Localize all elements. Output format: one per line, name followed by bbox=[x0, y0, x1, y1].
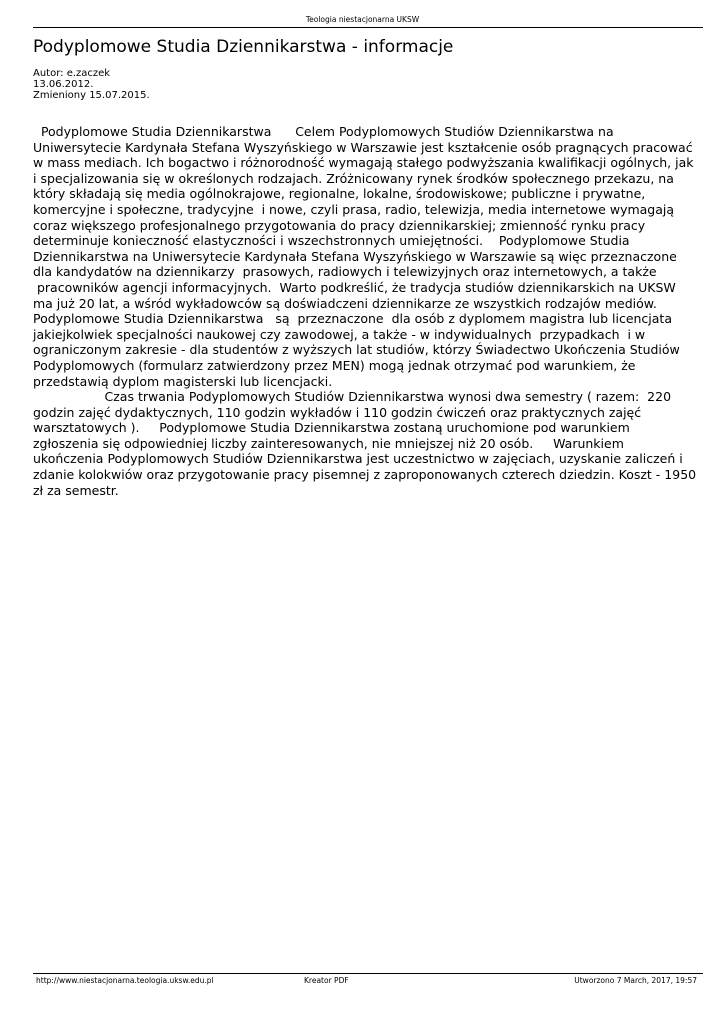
body-line: który składają się media ogólnokrajowe, regionalne, lokalne, środowiskowe; publiczne i prywatne, bbox=[33, 186, 646, 202]
document-meta bbox=[33, 68, 150, 101]
body-line: przedstawią dyplom magisterski lub licencjacki. bbox=[33, 373, 333, 389]
body-line: zł za semestr. bbox=[33, 482, 119, 498]
footer-url-link[interactable]: http://www.niestacjonarna.teologia.uksw.edu.pl bbox=[36, 976, 214, 985]
author-line: Autor: e.zaczek bbox=[33, 68, 111, 79]
document-title: Podyplomowe Studia Dziennikarstwa - informacje bbox=[33, 37, 454, 57]
footer-divider bbox=[33, 973, 703, 974]
header-divider bbox=[33, 27, 703, 28]
body-line: Podyplomowe Studia Dziennikarstwa Celem Podyplomowych Studiów Dziennikarstwa na bbox=[33, 124, 614, 139]
body-line: Czas trwania Podyplomowych Studiów Dziennikarstwa wynosi dwa semestry ( razem: 220 bbox=[33, 389, 672, 405]
body-line: zdanie kolokwiów oraz przygotowanie pracy pisemnej z zaproponowanych czterech dziedzin. Koszt - 1950 bbox=[33, 467, 697, 483]
article-body bbox=[33, 124, 705, 498]
body-line: Podyplomowe Studia Dziennikarstwa są przeznaczone dla osób z dyplomem magistra lub licencjata bbox=[33, 311, 672, 327]
body-line: determinuje konieczność elastyczności i wszechstronnych umiejętności. Podyplomowe Studia bbox=[33, 233, 630, 249]
footer-created-timestamp: Utworzono 7 March, 2017, 19:57 bbox=[574, 976, 697, 985]
body-line: w mass mediach. Ich bogactwo i różnorodność wymagają stałego podwyższania kwalifikacji ogólnych, jak bbox=[33, 155, 694, 171]
body-line: ma już 20 lat, a wśród wykładowców są doświadczeni dziennikarze ze wszystkich rodzajów mediów. bbox=[33, 295, 657, 311]
body-line: Dziennikarstwa na Uniwersytecie Kardynała Stefana Wyszyńskiego w Warszawie są więc przeznaczone bbox=[33, 248, 677, 264]
body-line: jakiejkolwiek specjalności naukowej czy zawodowej, a także - w indywidualnych przypadkach i w bbox=[33, 326, 646, 342]
body-line: Uniwersytecie Kardynała Stefana Wyszyńskiego w Warszawie jest kształcenie osób pragnących pracować bbox=[33, 139, 693, 155]
body-line: i specjalizowania się w określonych rodzajach. Zróżnicowany rynek środków społecznego przekazu, na bbox=[33, 170, 674, 186]
body-line: coraz większego profesjonalnego przygotowania do pracy dziennikarskiej; zmienność rynku pracy bbox=[33, 217, 646, 233]
modified-date: Zmieniony 15.07.2015. bbox=[33, 90, 150, 101]
page-header-site-name: Teologia niestacjonarna UKSW bbox=[305, 15, 420, 24]
body-line: godzin zajęć dydaktycznych, 110 godzin wykładów i 110 godzin ćwiczeń oraz praktycznych zajęć bbox=[33, 404, 642, 420]
body-line: Podyplomowych (formularz zatwierdzony przez MEN) mogą jednak otrzymać pod warunkiem, że bbox=[33, 357, 636, 373]
created-date: 13.06.2012. bbox=[33, 79, 94, 90]
body-line: ukończenia Podyplomowych Studiów Dziennikarstwa jest uczestnictwo w zajęciach, uzyskanie zaliczeń i bbox=[33, 451, 683, 467]
footer-creator: Kreator PDF bbox=[304, 976, 349, 985]
body-line: komercyjne i społeczne, tradycyjne i nowe, czyli prasa, radio, telewizja, media internetowe wymagają bbox=[33, 201, 675, 217]
body-line: warsztatowych ). Podyplomowe Studia Dziennikarstwa zostaną uruchomione pod warunkiem bbox=[33, 420, 630, 436]
body-line: dla kandydatów na dziennikarzy prasowych, radiowych i telewizyjnych oraz internetowych, a także bbox=[33, 264, 657, 280]
body-line: ograniczonym zakresie - dla studentów z wyższych lat studiów, którzy Świadectwo Ukończenia Studiów bbox=[33, 342, 680, 358]
body-line: zgłoszenia się odpowiedniej liczby zainteresowanych, nie mniejszej niż 20 osób. Warunkiem bbox=[33, 435, 624, 451]
body-line: pracowników agencji informacyjnych. Warto podkreślić, że tradycja studiów dziennikarskich na UKSW bbox=[33, 279, 676, 295]
